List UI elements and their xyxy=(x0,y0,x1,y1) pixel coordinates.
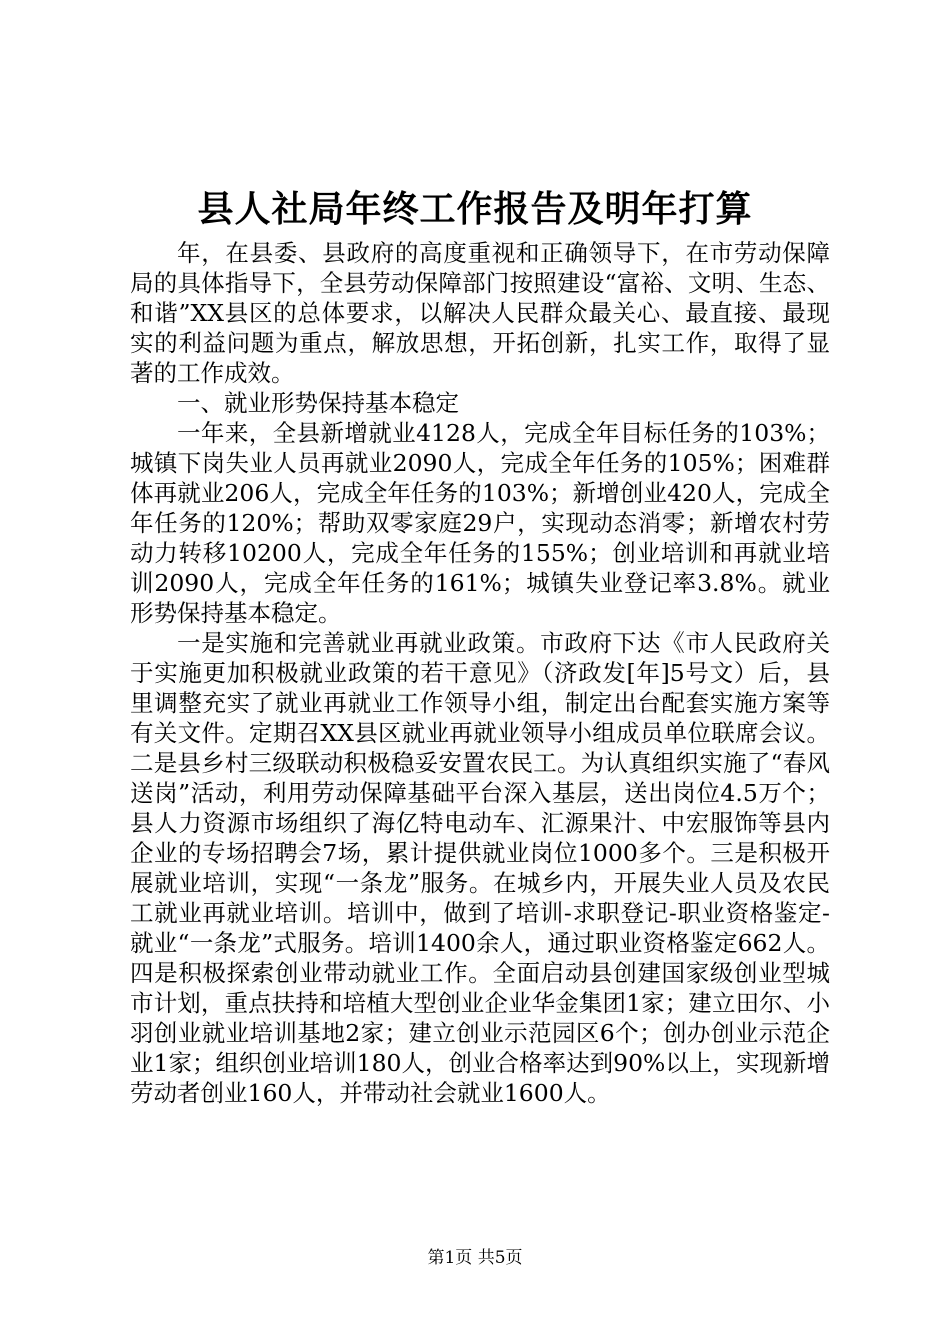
intro-paragraph: 年，在县委、县政府的高度重视和正确领导下，在市劳动保障局的具体指导下，全县劳动保障部门按照建设“富裕、文明、生态、和谐”XX县区的总体要求，以解决人民群众最关心、最直接、最现实的利益问题为重点，解放思想，开拓创新，扎实工作，取得了显著的工作成效。 xyxy=(130,239,830,387)
employment-stats-paragraph: 一年来，全县新增就业4128人，完成全年目标任务的103%；城镇下岗失业人员再就业2090人，完成全年任务的105%；困难群体再就业206人，完成全年任务的103%；新增创业420人，完成全年任务的120%；帮助双零家庭29户，实现动态消零；新增农村劳动力转移10200人，完成全年任务的155%；创业培训和再就业培训2090人，完成全年任务的161%；城镇失业登记率3.8%。就业形势保持基本稳定。 xyxy=(130,419,830,627)
measures-paragraph: 一是实施和完善就业再就业政策。市政府下达《市人民政府关于实施更加积极就业政策的若干意见》（济政发[年]5号文）后，县里调整充实了就业再就业工作领导小组，制定出台配套实施方案等有关文件。定期召XX县区就业再就业领导小组成员单位联席会议。二是县乡村三级联动积极稳妥安置农民工。为认真组织实施了“春风送岗”活动，利用劳动保障基础平台深入基层，送出岗位4.5万个；县人力资源市场组织了海亿特电动车、汇源果汁、中宏服饰等县内企业的专场招聘会7场，累计提供就业岗位1000多个。三是积极开展就业培训，实现“一条龙”服务。在城乡内，开展失业人员及农民工就业再就业培训。培训中，做到了培训-求职登记-职业资格鉴定-就业“一条龙”式服务。培训1400余人，通过职业资格鉴定662人。四是积极探索创业带动就业工作。全面启动县创建国家级创业型城市计划，重点扶持和培植大型创业企业华金集团1家；建立田尔、小羽创业就业培训基地2家；建立创业示范园区6个；创办创业示范企业1家；组织创业培训180人，创业合格率达到90%以上，实现新增劳动者创业160人，并带动社会就业1600人。 xyxy=(130,629,830,1107)
page-number-footer: 第1页 共5页 xyxy=(427,1248,523,1268)
document-body xyxy=(130,238,830,1108)
document-title: 县人社局年终工作报告及明年打算 xyxy=(197,188,753,230)
section-heading: 一、就业形势保持基本稳定 xyxy=(177,389,459,417)
